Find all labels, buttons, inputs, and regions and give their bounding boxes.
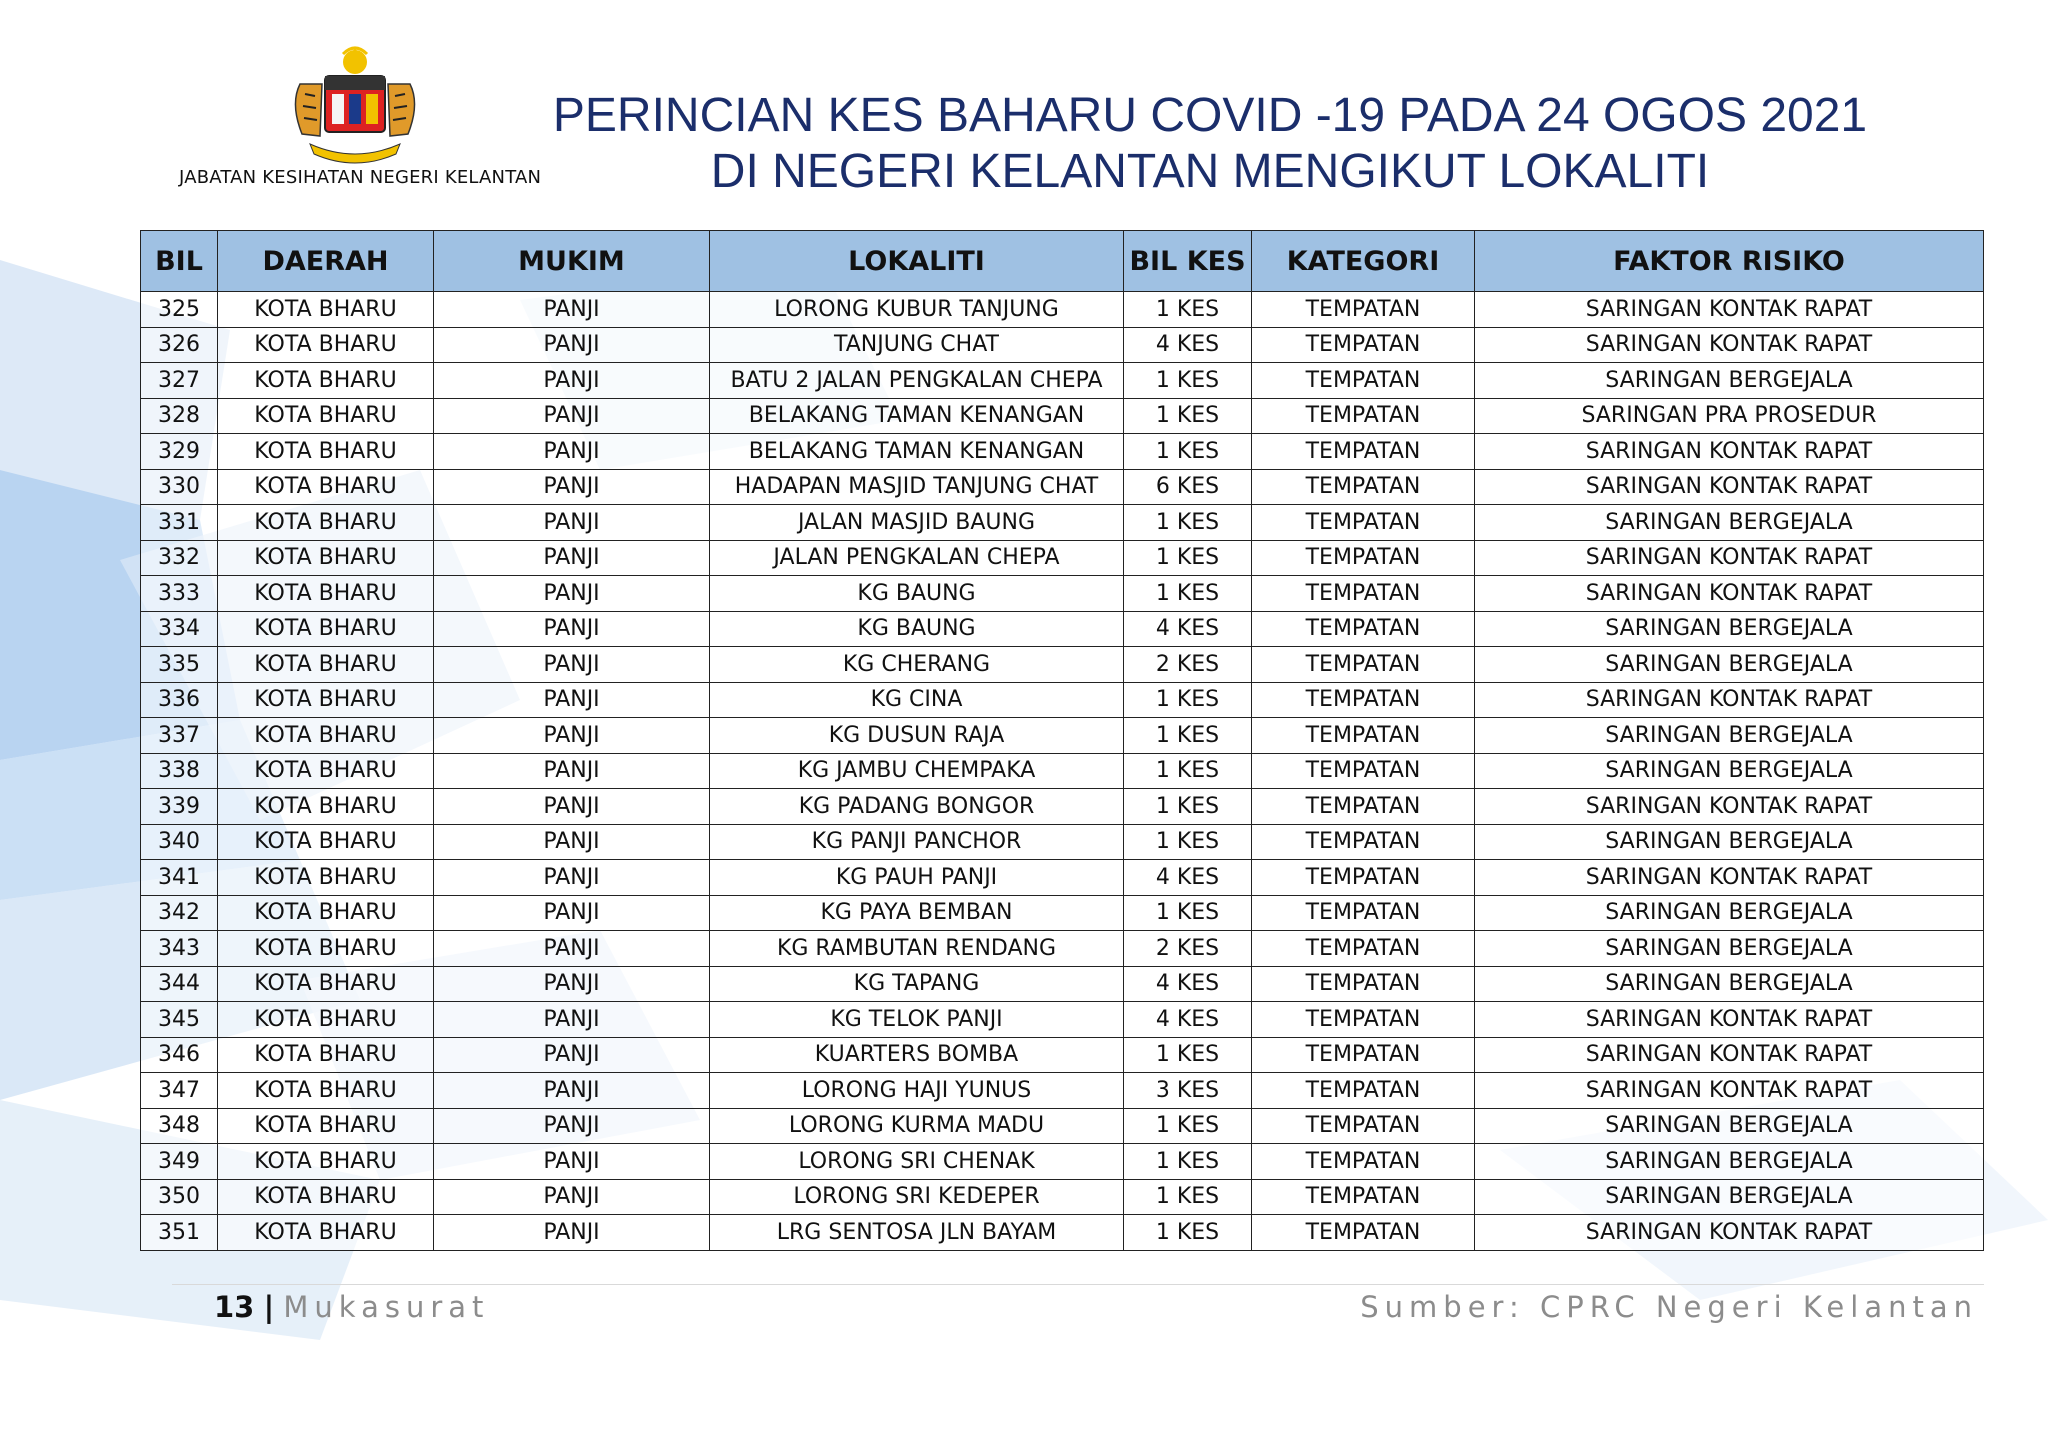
kategori-cell: TEMPATAN [1252,966,1475,1002]
bil-kes-cell: 4 KES [1124,1002,1252,1038]
coat-of-arms-icon [270,44,440,174]
faktor-risiko-cell: SARINGAN KONTAK RAPAT [1475,1215,1984,1251]
bil-cell: 329 [141,434,218,470]
daerah-cell: KOTA BHARU [218,789,434,825]
bil-kes-cell: 1 KES [1124,1037,1252,1073]
bil-kes-cell: 2 KES [1124,647,1252,683]
mukim-cell: PANJI [434,753,710,789]
lokaliti-cell: KG RAMBUTAN RENDANG [710,931,1124,967]
kategori-cell: TEMPATAN [1252,434,1475,470]
kategori-cell: TEMPATAN [1252,1002,1475,1038]
faktor-risiko-cell: SARINGAN KONTAK RAPAT [1475,682,1984,718]
department-name: JABATAN KESIHATAN NEGERI KELANTAN [179,167,542,188]
bil-cell: 345 [141,1002,218,1038]
page-number: 13 [214,1290,255,1324]
daerah-cell: KOTA BHARU [218,1108,434,1144]
bil-cell: 339 [141,789,218,825]
bil-cell: 333 [141,576,218,612]
lokaliti-cell: KUARTERS BOMBA [710,1037,1124,1073]
kategori-cell: TEMPATAN [1252,1179,1475,1215]
bil-cell: 335 [141,647,218,683]
bil-kes-cell: 1 KES [1124,824,1252,860]
lokaliti-cell: KG BAUNG [710,576,1124,612]
mukim-cell: PANJI [434,682,710,718]
table-row [141,966,1984,1002]
mukim-cell: PANJI [434,789,710,825]
faktor-risiko-cell: SARINGAN KONTAK RAPAT [1475,789,1984,825]
column-header: MUKIM [434,231,710,292]
kategori-cell: TEMPATAN [1252,469,1475,505]
daerah-cell: KOTA BHARU [218,1073,434,1109]
lokaliti-cell: LORONG KURMA MADU [710,1108,1124,1144]
daerah-cell: KOTA BHARU [218,1215,434,1251]
daerah-cell: KOTA BHARU [218,931,434,967]
bil-kes-cell: 1 KES [1124,434,1252,470]
bil-kes-cell: 1 KES [1124,540,1252,576]
daerah-cell: KOTA BHARU [218,647,434,683]
mukim-cell: PANJI [434,1037,710,1073]
daerah-cell: KOTA BHARU [218,540,434,576]
mukim-cell: PANJI [434,824,710,860]
faktor-risiko-cell: SARINGAN KONTAK RAPAT [1475,434,1984,470]
lokaliti-cell: HADAPAN MASJID TANJUNG CHAT [710,469,1124,505]
column-header: DAERAH [218,231,434,292]
kategori-cell: TEMPATAN [1252,1108,1475,1144]
table-row [141,824,1984,860]
bil-kes-cell: 3 KES [1124,1073,1252,1109]
daerah-cell: KOTA BHARU [218,398,434,434]
mukim-cell: PANJI [434,505,710,541]
daerah-cell: KOTA BHARU [218,824,434,860]
lokaliti-cell: KG CINA [710,682,1124,718]
kategori-cell: TEMPATAN [1252,682,1475,718]
lokaliti-cell: TANJUNG CHAT [710,327,1124,363]
table-row [141,576,1984,612]
table-row [141,398,1984,434]
bil-cell: 343 [141,931,218,967]
kategori-cell: TEMPATAN [1252,611,1475,647]
bil-cell: 338 [141,753,218,789]
lokaliti-cell: KG PAYA BEMBAN [710,895,1124,931]
mukim-cell: PANJI [434,292,710,328]
table-row [141,1179,1984,1215]
kategori-cell: TEMPATAN [1252,895,1475,931]
faktor-risiko-cell: SARINGAN BERGEJALA [1475,931,1984,967]
table-row [141,1215,1984,1251]
kategori-cell: TEMPATAN [1252,576,1475,612]
daerah-cell: KOTA BHARU [218,434,434,470]
bil-cell: 331 [141,505,218,541]
bil-kes-cell: 4 KES [1124,860,1252,896]
table-row [141,1073,1984,1109]
column-header: BIL KES [1124,231,1252,292]
faktor-risiko-cell: SARINGAN BERGEJALA [1475,1144,1984,1180]
faktor-risiko-cell: SARINGAN BERGEJALA [1475,363,1984,399]
bil-cell: 341 [141,860,218,896]
daerah-cell: KOTA BHARU [218,611,434,647]
table-row [141,1002,1984,1038]
mukim-cell: PANJI [434,611,710,647]
kategori-cell: TEMPATAN [1252,931,1475,967]
bil-cell: 347 [141,1073,218,1109]
bil-cell: 327 [141,363,218,399]
kategori-cell: TEMPATAN [1252,540,1475,576]
bil-cell: 332 [141,540,218,576]
daerah-cell: KOTA BHARU [218,1144,434,1180]
bil-cell: 346 [141,1037,218,1073]
mukim-cell: PANJI [434,1108,710,1144]
daerah-cell: KOTA BHARU [218,895,434,931]
faktor-risiko-cell: SARINGAN KONTAK RAPAT [1475,327,1984,363]
title-line-2: DI NEGERI KELANTAN MENGIKUT LOKALITI [710,145,1710,198]
bil-cell: 349 [141,1144,218,1180]
table-row [141,611,1984,647]
daerah-cell: KOTA BHARU [218,753,434,789]
faktor-risiko-cell: SARINGAN KONTAK RAPAT [1475,1073,1984,1109]
mukim-cell: PANJI [434,718,710,754]
bil-cell: 351 [141,1215,218,1251]
faktor-risiko-cell: SARINGAN KONTAK RAPAT [1475,1002,1984,1038]
bil-cell: 334 [141,611,218,647]
bil-kes-cell: 1 KES [1124,1144,1252,1180]
daerah-cell: KOTA BHARU [218,718,434,754]
daerah-cell: KOTA BHARU [218,966,434,1002]
mukim-cell: PANJI [434,931,710,967]
lokaliti-cell: LORONG SRI CHENAK [710,1144,1124,1180]
table-row [141,292,1984,328]
kategori-cell: TEMPATAN [1252,1215,1475,1251]
mukim-cell: PANJI [434,363,710,399]
table-row [141,718,1984,754]
table-row [141,895,1984,931]
daerah-cell: KOTA BHARU [218,292,434,328]
faktor-risiko-cell: SARINGAN BERGEJALA [1475,966,1984,1002]
bil-cell: 348 [141,1108,218,1144]
faktor-risiko-cell: SARINGAN KONTAK RAPAT [1475,469,1984,505]
kategori-cell: TEMPATAN [1252,327,1475,363]
bil-cell: 350 [141,1179,218,1215]
table-row [141,327,1984,363]
mukim-cell: PANJI [434,398,710,434]
table-row [141,1144,1984,1180]
bil-kes-cell: 4 KES [1124,327,1252,363]
daerah-cell: KOTA BHARU [218,860,434,896]
bil-kes-cell: 1 KES [1124,576,1252,612]
bil-cell: 336 [141,682,218,718]
mukim-cell: PANJI [434,327,710,363]
mukim-cell: PANJI [434,1215,710,1251]
lokaliti-cell: KG CHERANG [710,647,1124,683]
daerah-cell: KOTA BHARU [218,505,434,541]
bil-cell: 326 [141,327,218,363]
table-row [141,682,1984,718]
bil-kes-cell: 1 KES [1124,1179,1252,1215]
lokaliti-cell: KG DUSUN RAJA [710,718,1124,754]
table-row [141,469,1984,505]
lokaliti-cell: JALAN MASJID BAUNG [710,505,1124,541]
mukim-cell: PANJI [434,434,710,470]
kategori-cell: TEMPATAN [1252,1073,1475,1109]
mukim-cell: PANJI [434,1073,710,1109]
table-row [141,434,1984,470]
kategori-cell: TEMPATAN [1252,718,1475,754]
mukim-cell: PANJI [434,469,710,505]
table-row [141,1108,1984,1144]
kategori-cell: TEMPATAN [1252,363,1475,399]
page-separator: | [263,1290,275,1324]
bil-kes-cell: 1 KES [1124,682,1252,718]
bil-kes-cell: 1 KES [1124,292,1252,328]
faktor-risiko-cell: SARINGAN BERGEJALA [1475,753,1984,789]
daerah-cell: KOTA BHARU [218,327,434,363]
lokaliti-cell: KG BAUNG [710,611,1124,647]
daerah-cell: KOTA BHARU [218,1037,434,1073]
faktor-risiko-cell: SARINGAN BERGEJALA [1475,611,1984,647]
bil-cell: 337 [141,718,218,754]
bil-kes-cell: 1 KES [1124,1215,1252,1251]
bil-kes-cell: 1 KES [1124,1108,1252,1144]
kategori-cell: TEMPATAN [1252,753,1475,789]
mukim-cell: PANJI [434,895,710,931]
daerah-cell: KOTA BHARU [218,576,434,612]
mukim-cell: PANJI [434,576,710,612]
kategori-cell: TEMPATAN [1252,789,1475,825]
bil-kes-cell: 6 KES [1124,469,1252,505]
mukim-cell: PANJI [434,1144,710,1180]
bil-cell: 340 [141,824,218,860]
faktor-risiko-cell: SARINGAN KONTAK RAPAT [1475,540,1984,576]
column-header: KATEGORI [1252,231,1475,292]
mukim-cell: PANJI [434,1002,710,1038]
page-label: Mukasurat [283,1290,490,1324]
kategori-cell: TEMPATAN [1252,1037,1475,1073]
lokaliti-cell: KG TELOK PANJI [710,1002,1124,1038]
page-number-block [214,1290,489,1324]
bil-kes-cell: 1 KES [1124,398,1252,434]
lokaliti-cell: BATU 2 JALAN PENGKALAN CHEPA [710,363,1124,399]
page-title [520,88,1900,200]
bil-kes-cell: 1 KES [1124,363,1252,399]
lokaliti-cell: KG PANJI PANCHOR [710,824,1124,860]
table-row [141,540,1984,576]
kategori-cell: TEMPATAN [1252,647,1475,683]
mukim-cell: PANJI [434,966,710,1002]
lokaliti-cell: KG TAPANG [710,966,1124,1002]
lokaliti-cell: LRG SENTOSA JLN BAYAM [710,1215,1124,1251]
faktor-risiko-cell: SARINGAN BERGEJALA [1475,824,1984,860]
lokaliti-cell: LORONG KUBUR TANJUNG [710,292,1124,328]
bil-kes-cell: 1 KES [1124,789,1252,825]
bil-kes-cell: 1 KES [1124,753,1252,789]
faktor-risiko-cell: SARINGAN BERGEJALA [1475,1108,1984,1144]
source-note: Sumber: CPRC Negeri Kelantan [1360,1290,1978,1324]
cases-table [140,230,1984,1251]
bil-cell: 330 [141,469,218,505]
column-header: FAKTOR RISIKO [1475,231,1984,292]
bil-cell: 344 [141,966,218,1002]
bil-kes-cell: 1 KES [1124,505,1252,541]
table-body [141,292,1984,1251]
kategori-cell: TEMPATAN [1252,824,1475,860]
daerah-cell: KOTA BHARU [218,363,434,399]
mukim-cell: PANJI [434,860,710,896]
lokaliti-cell: KG PADANG BONGOR [710,789,1124,825]
mukim-cell: PANJI [434,647,710,683]
table-row [141,789,1984,825]
faktor-risiko-cell: SARINGAN BERGEJALA [1475,1179,1984,1215]
bil-cell: 342 [141,895,218,931]
faktor-risiko-cell: SARINGAN KONTAK RAPAT [1475,576,1984,612]
lokaliti-cell: JALAN PENGKALAN CHEPA [710,540,1124,576]
title-line-1: PERINCIAN KES BAHARU COVID -19 PADA 24 OGOS 2021 [552,89,1868,142]
faktor-risiko-cell: SARINGAN KONTAK RAPAT [1475,292,1984,328]
table-row [141,860,1984,896]
table-row [141,753,1984,789]
column-header: LOKALITI [710,231,1124,292]
faktor-risiko-cell: SARINGAN BERGEJALA [1475,505,1984,541]
table-row [141,505,1984,541]
faktor-risiko-cell: SARINGAN BERGEJALA [1475,895,1984,931]
kategori-cell: TEMPATAN [1252,505,1475,541]
mukim-cell: PANJI [434,540,710,576]
bil-cell: 325 [141,292,218,328]
lokaliti-cell: LORONG SRI KEDEPER [710,1179,1124,1215]
table-row [141,1037,1984,1073]
faktor-risiko-cell: SARINGAN KONTAK RAPAT [1475,1037,1984,1073]
faktor-risiko-cell: SARINGAN KONTAK RAPAT [1475,860,1984,896]
faktor-risiko-cell: SARINGAN PRA PROSEDUR [1475,398,1984,434]
footer-divider [172,1284,1984,1285]
bil-cell: 328 [141,398,218,434]
lokaliti-cell: BELAKANG TAMAN KENANGAN [710,434,1124,470]
kategori-cell: TEMPATAN [1252,292,1475,328]
column-header: BIL [141,231,218,292]
daerah-cell: KOTA BHARU [218,1002,434,1038]
daerah-cell: KOTA BHARU [218,469,434,505]
table-row [141,931,1984,967]
lokaliti-cell: KG PAUH PANJI [710,860,1124,896]
faktor-risiko-cell: SARINGAN BERGEJALA [1475,647,1984,683]
bil-kes-cell: 1 KES [1124,895,1252,931]
bil-kes-cell: 4 KES [1124,611,1252,647]
bil-kes-cell: 1 KES [1124,718,1252,754]
lokaliti-cell: KG JAMBU CHEMPAKA [710,753,1124,789]
table-row [141,647,1984,683]
kategori-cell: TEMPATAN [1252,1144,1475,1180]
bil-kes-cell: 4 KES [1124,966,1252,1002]
table-header-row [141,231,1984,292]
daerah-cell: KOTA BHARU [218,682,434,718]
daerah-cell: KOTA BHARU [218,1179,434,1215]
kategori-cell: TEMPATAN [1252,860,1475,896]
kategori-cell: TEMPATAN [1252,398,1475,434]
bil-kes-cell: 2 KES [1124,931,1252,967]
lokaliti-cell: LORONG HAJI YUNUS [710,1073,1124,1109]
mukim-cell: PANJI [434,1179,710,1215]
lokaliti-cell: BELAKANG TAMAN KENANGAN [710,398,1124,434]
faktor-risiko-cell: SARINGAN BERGEJALA [1475,718,1984,754]
table-row [141,363,1984,399]
